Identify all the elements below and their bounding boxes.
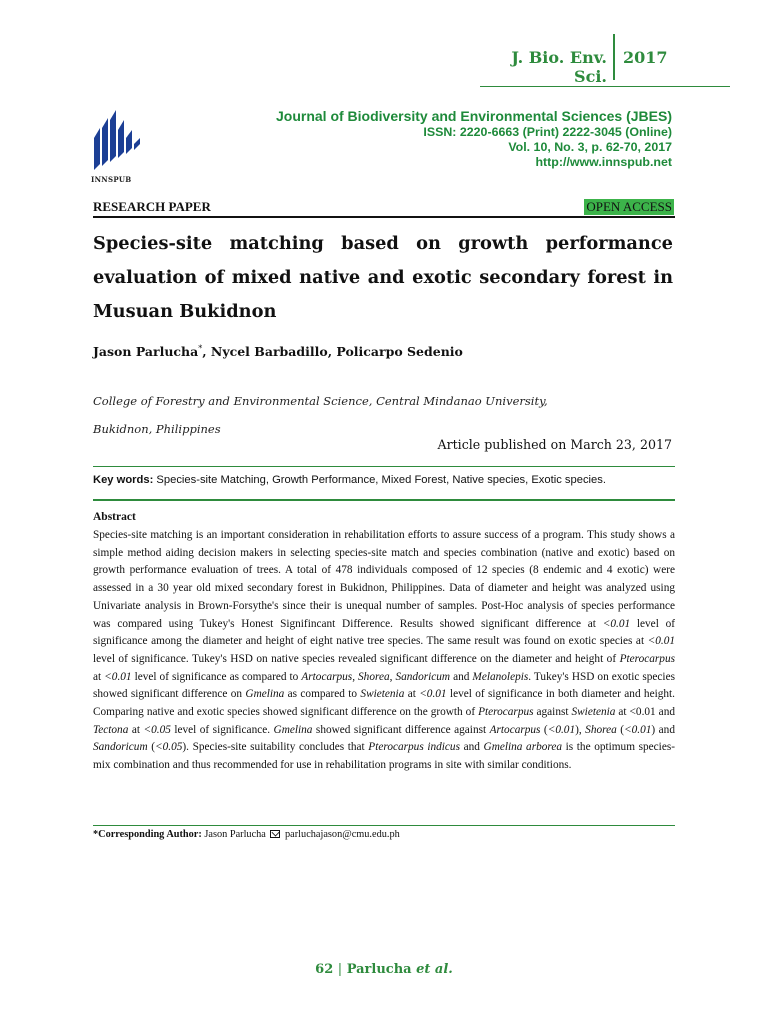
abstract-run: showed significant difference against: [312, 723, 490, 736]
abstract-run: level of significance.: [170, 723, 274, 736]
abstract-italic: Artocarpus: [489, 723, 541, 736]
journal-volume: Vol. 10, No. 3, p. 62-70, 2017: [508, 140, 672, 154]
abstract-italic: <0.01: [547, 723, 576, 736]
abstract-italic: Melanolepis: [472, 670, 529, 683]
abstract-run: and: [459, 741, 484, 754]
corresponding-author: [93, 829, 400, 840]
running-header: [480, 46, 680, 86]
affiliation-line: College of Forestry and Environmental Science, Central Mindanao University,: [93, 394, 548, 408]
journal-url[interactable]: http://www.innspub.net: [535, 155, 672, 169]
corresponding-mark: *: [198, 344, 203, 353]
abstract-italic: Gmelina arborea: [483, 741, 563, 754]
corresponding-label: *Corresponding Author:: [93, 829, 202, 840]
abstract-run: (: [616, 723, 625, 736]
page-footer: [0, 962, 768, 977]
page-number: 62: [315, 962, 334, 977]
abstract-italic: Swietenia: [360, 688, 405, 701]
abstract-run: is the optimum species-mix combination and thus recommended for use in rehabilitation programs in site with similar conditions.: [93, 741, 675, 772]
abstract-run: level of significance. Tukey's HSD on native species revealed significant difference on the diameter and height of: [93, 652, 620, 665]
running-journal-name: J. Bio. Env. Sci.: [511, 48, 607, 86]
abstract-italic: Pterocarpus: [619, 652, 675, 665]
abstract-run: ). Species-site suitability concludes that: [182, 741, 369, 754]
keywords-text: Species-site Matching, Growth Performance, Mixed Forest, Native species, Exotic species.: [156, 474, 606, 486]
journal-issn: ISSN: 2220-6663 (Print) 2222-3045 (Online): [423, 125, 672, 139]
open-access-badge: OPEN ACCESS: [586, 199, 672, 214]
abstract-italic: <0.01: [602, 617, 631, 630]
corresponding-name: Jason Parlucha: [204, 829, 266, 840]
abstract-italic: <0.01: [419, 688, 447, 701]
abstract-italic: Tectona: [93, 723, 129, 736]
research-paper-label: RESEARCH PAPER: [93, 199, 211, 214]
abstract-run: (: [147, 741, 155, 754]
corresponding-email[interactable]: parluchajason@cmu.edu.ph: [285, 829, 400, 840]
keywords: [93, 474, 606, 486]
abstract-run: level of significance in both diameter and height. Comparing native and exotic species showed significant difference on the growth of: [93, 688, 675, 719]
footer-etal: et al.: [416, 962, 453, 977]
abstract-run: at: [404, 688, 420, 701]
abstract-run: at: [93, 670, 105, 683]
affiliation: [93, 387, 548, 443]
abstract-run: at <0.01 and: [615, 706, 675, 719]
header-divider: [613, 34, 615, 80]
abstract-run: ),: [575, 723, 586, 736]
abstract-run: against: [533, 706, 572, 719]
abstract-text: [93, 527, 675, 775]
abstract-run: ) and: [651, 723, 675, 736]
affiliation-line: Bukidnon, Philippines: [93, 422, 221, 436]
section-rule: [93, 216, 675, 218]
abstract-run: at: [128, 723, 144, 736]
keywords-label: Key words:: [93, 474, 154, 486]
abstract-italic: Shorea: [585, 723, 617, 736]
running-year: 2017: [623, 48, 668, 67]
abstract-run: (: [540, 723, 548, 736]
paper-title: Species-site matching based on growth performance evaluation of mixed native and exotic secondary forest in Musuan Bukidnon: [93, 233, 673, 322]
footer-separator: |: [337, 962, 343, 977]
logo-text: INNSPUB: [91, 175, 132, 184]
footer-author: Parlucha: [346, 962, 412, 977]
envelope-icon: [270, 830, 280, 838]
abstract-run: level of significance as compared to: [131, 670, 302, 683]
abstract-run: . Tukey's HSD on exotic species showed significant difference on: [93, 670, 675, 701]
abstract-italic: Pterocarpus: [478, 706, 534, 719]
abstract-heading: Abstract: [93, 511, 136, 523]
abstract-italic: <0.01: [624, 723, 652, 736]
abstract-italic: Sandoricum: [93, 741, 148, 754]
author-list: [93, 344, 463, 359]
keywords-rule: [93, 466, 675, 467]
author-name: Jason Parlucha: [93, 344, 199, 360]
abstract-italic: <0.01: [104, 670, 132, 683]
abstract-italic: Swietenia: [571, 706, 616, 719]
abstract-italic: Sandoricum: [395, 670, 451, 683]
abstract-italic: Pterocarpus indicus: [368, 741, 460, 754]
publication-date: Article published on March 23, 2017: [437, 437, 672, 452]
abstract-italic: <0.05: [154, 741, 183, 754]
abstract-run: level of significance among the diameter and height of eight native tree species. The same result was found on exotic species at: [93, 617, 676, 648]
abstract-italic: <0.01: [647, 635, 675, 648]
keywords-rule: [93, 499, 675, 501]
journal-info: [276, 107, 672, 170]
abstract-run: as compared to: [284, 688, 361, 701]
abstract-italic: Artocarpus, Shorea: [301, 670, 390, 683]
abstract-rule: [93, 825, 675, 826]
author-names: , Nycel Barbadillo, Policarpo Sedenio: [202, 344, 463, 360]
abstract-run: and: [450, 670, 473, 683]
abstract-run: ,: [389, 670, 396, 683]
abstract-italic: <0.05: [143, 723, 171, 736]
header-rule: [480, 86, 730, 87]
journal-title: Journal of Biodiversity and Environmental Sciences (JBES): [276, 108, 672, 124]
abstract-run: Species-site matching is an important consideration in rehabilitation efforts to assure success of a program. This study shows a simple method aiding decision makers in selecting species-site match and species combination (native and exotic) based on growth performance evaluation of trees. A total of 478 individuals composed of 12 species (8 endemic and 4 exotic) were assessed in a 30 year old mixed secondary forest in Bukidnon, Philippines. Data of diameter and height was analyzed using Univariate analysis in Brown-Forsythe's since their is unequal number of samples. Post-Hoc analysis of species performance was compared using Tukey's Honest Signifincant Difference. Results showed significant difference at: [93, 529, 675, 630]
abstract-italic: Gmelina: [273, 723, 313, 736]
abstract-italic: Gmelina: [245, 688, 285, 701]
